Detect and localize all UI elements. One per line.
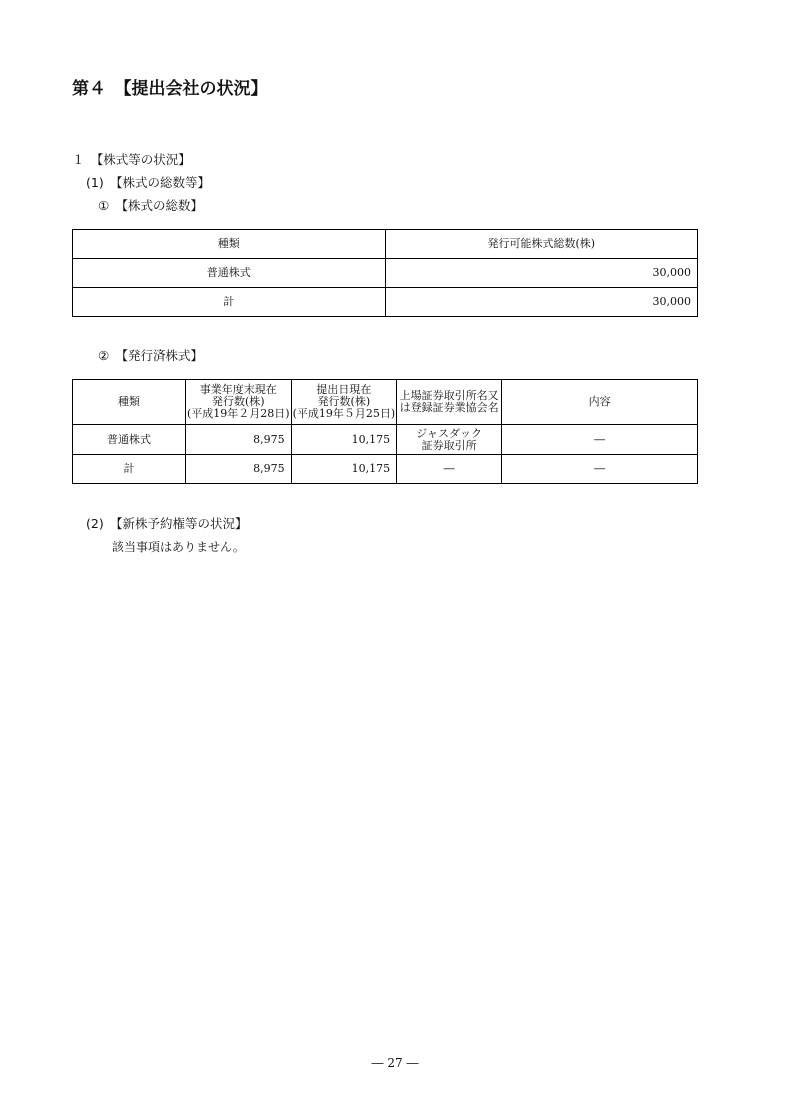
cell: 8,975 (186, 455, 292, 484)
cell: ― (397, 455, 502, 484)
table-row (73, 259, 698, 288)
table-row (73, 288, 698, 317)
section-heading: １ 【株式等の状況】 (72, 152, 191, 167)
subsection-heading: (1) 【株式の総数等】 (86, 175, 210, 190)
subsection-heading: (2) 【新株予約権等の状況】 (86, 516, 248, 531)
table-row (73, 455, 698, 484)
table-header-row (73, 230, 698, 259)
authorized-shares-table (72, 229, 698, 317)
cell: 30,000 (385, 259, 698, 288)
subsection-heading: ① 【株式の総数】 (98, 198, 203, 213)
cell: 計 (73, 288, 386, 317)
subsection-heading: ② 【発行済株式】 (98, 348, 203, 363)
cell: ― (502, 455, 698, 484)
header-cell: 種類 (73, 380, 186, 425)
body-text: 該当事項はありません。 (112, 540, 245, 554)
chapter-heading: 第４ 【提出会社の状況】 (72, 79, 268, 99)
header-cell: 発行可能株式総数(株) (385, 230, 698, 259)
cell: ― (502, 425, 698, 455)
header-cell: 内容 (502, 380, 698, 425)
cell: 計 (73, 455, 186, 484)
header-cell: 提出日現在 発行数(株) (平成19年５月25日) (291, 380, 397, 425)
cell: 8,975 (186, 425, 292, 455)
table-row (73, 425, 698, 455)
cell: 普通株式 (73, 259, 386, 288)
header-cell: 上場証券取引所名又 は登録証券業協会名 (397, 380, 502, 425)
cell: 10,175 (291, 455, 397, 484)
header-cell: 種類 (73, 230, 386, 259)
cell: 10,175 (291, 425, 397, 455)
cell: 普通株式 (73, 425, 186, 455)
cell: ジャスダック 証券取引所 (397, 425, 502, 455)
table-header-row (73, 380, 698, 425)
cell: 30,000 (385, 288, 698, 317)
issued-shares-table (72, 379, 698, 484)
header-cell: 事業年度末現在 発行数(株) (平成19年２月28日) (186, 380, 292, 425)
page-number: ― 27 ― (371, 1056, 419, 1070)
